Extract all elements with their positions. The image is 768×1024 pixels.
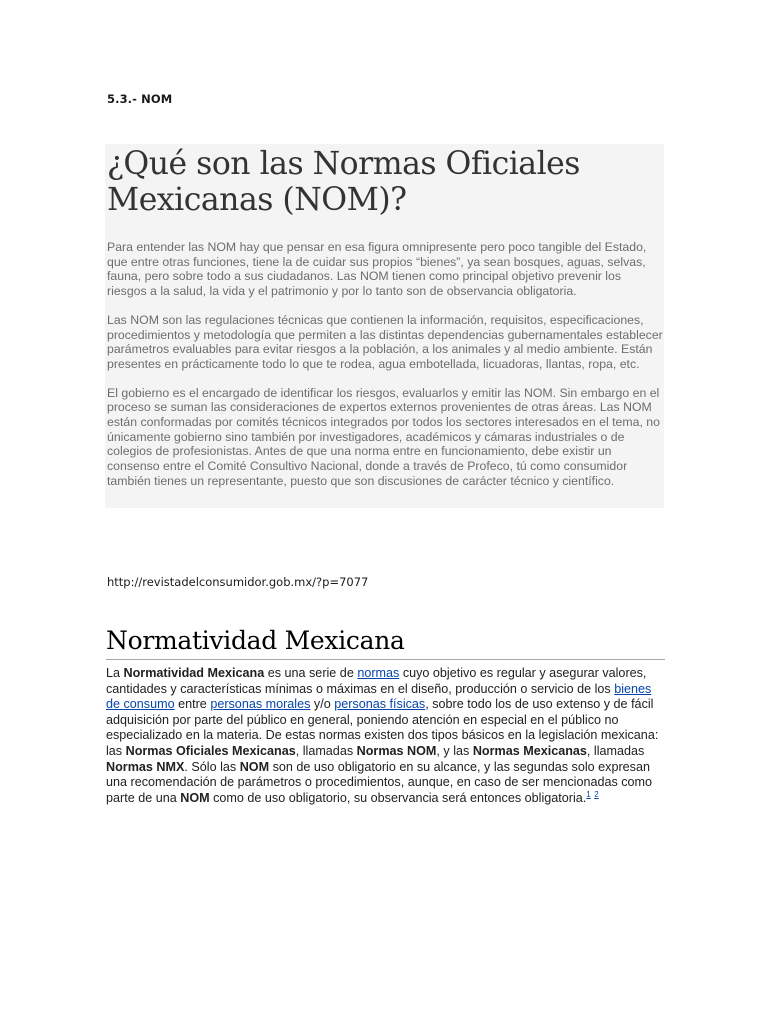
text-run: , sobre todo los de uso extenso y de fácil adquisición por parte del público en general, poniendo atención en especial en el público no especializado en la materia. De estas normas existen dos tipos básicos en la legislación mexicana: las: [106, 697, 659, 758]
reference-2[interactable]: [594, 790, 598, 799]
section-label: 5.3.- NOM: [107, 92, 173, 106]
nom-question-title-line2: Mexicanas (NOM)?: [107, 182, 407, 218]
nom-question-title-line1: ¿Qué son las Normas Oficiales: [107, 146, 580, 182]
source-url: http://revistadelconsumidor.gob.mx/?p=7077: [107, 575, 369, 589]
text-run: y/o: [310, 697, 335, 712]
bold-term: NOM: [239, 759, 270, 774]
text-run: como de uso obligatorio, su observancia será entonces obligatoria.: [209, 790, 587, 805]
nom-question-title: [105, 146, 664, 218]
bold-term: Normas NMX: [106, 759, 185, 774]
link-personas-fisicas[interactable]: personas físicas: [334, 697, 426, 712]
nom-paragraph-3: El gobierno es el encargado de identificar los riesgos, evaluarlos y emitir las NOM. Sin embargo en el proceso se suman las consideraciones de expertos externos provenientes de otras áreas. Las NOM están conformadas por comités técnicos integrados por todos los sectores interesados en el tema, no únicamente gobierno sino también por investigadores, académicos y cámaras industriales o de colegios de profesionistas. Antes de que una norma entre en funcionamiento, debe existir un consenso entre el Comité Consultivo Nacional, donde a través de Profeco, tú como consumidor también tienes un representante, puesto que son discusiones de carácter técnico y científico.: [107, 385, 660, 488]
text-run: , llamadas: [586, 743, 645, 758]
bold-term: Normas Oficiales Mexicanas: [125, 743, 296, 758]
text-run: La: [106, 666, 124, 680]
normatividad-section: [106, 624, 665, 806]
normatividad-title: Normatividad Mexicana: [106, 624, 665, 660]
text-run: , y las: [436, 743, 473, 758]
nom-explainer-block: [105, 144, 664, 508]
reference-1[interactable]: [586, 790, 590, 799]
text-run: es una serie de: [264, 666, 358, 680]
nom-paragraph-2: Las NOM son las regulaciones técnicas que contienen la información, requisitos, especificaciones, procedimientos y metodología que permiten a las distintas dependencias gubernamentales establecer parámetros evaluables para evitar riesgos a la población, a los animales y al medio ambiente. Están presentes en prácticamente todo lo que te rodea, agua embotellada, licuadoras, llantas, ropa, etc.: [107, 312, 663, 371]
reference-2-link[interactable]: 2: [594, 789, 599, 799]
text-run: son de uso obligatorio en su alcance, y las segundas solo expresan una recomendación de parámetros o procedimientos, aunque, en caso de ser mencionadas como parte de una: [106, 759, 653, 805]
link-normas[interactable]: normas: [357, 666, 400, 680]
text-run: entre: [174, 697, 211, 712]
link-personas-morales[interactable]: personas morales: [210, 697, 311, 712]
link-bienes-de-consumo[interactable]: bienes de consumo: [106, 681, 652, 712]
bold-term: NOM: [180, 790, 210, 805]
text-run: . Sólo las: [184, 759, 240, 774]
normatividad-paragraph: [106, 666, 665, 806]
reference-1-link[interactable]: 1: [586, 789, 591, 799]
nom-paragraph-1: Para entender las NOM hay que pensar en esa figura omnipresente pero poco tangible del Estado, que entre otras funciones, tiene la de cuidar sus propios “bienes”, ya sean bosques, aguas, selvas, fauna, pero sobre todo a sus ciudadanos. Las NOM tienen como principal objetivo prevenir los riesgos a la salud, la vida y el patrimonio y por lo tanto son de observancia obligatoria.: [107, 240, 647, 299]
bold-term: Normas Mexicanas: [472, 743, 587, 758]
text-run: cuyo objetivo es regular y asegurar valores, cantidades y características mínimas o máximas en el diseño, producción o servicio de los: [106, 666, 647, 696]
bold-term: Normatividad Mexicana: [123, 666, 265, 680]
bold-term: Normas NOM: [356, 743, 437, 758]
text-run: , llamadas: [295, 743, 357, 758]
